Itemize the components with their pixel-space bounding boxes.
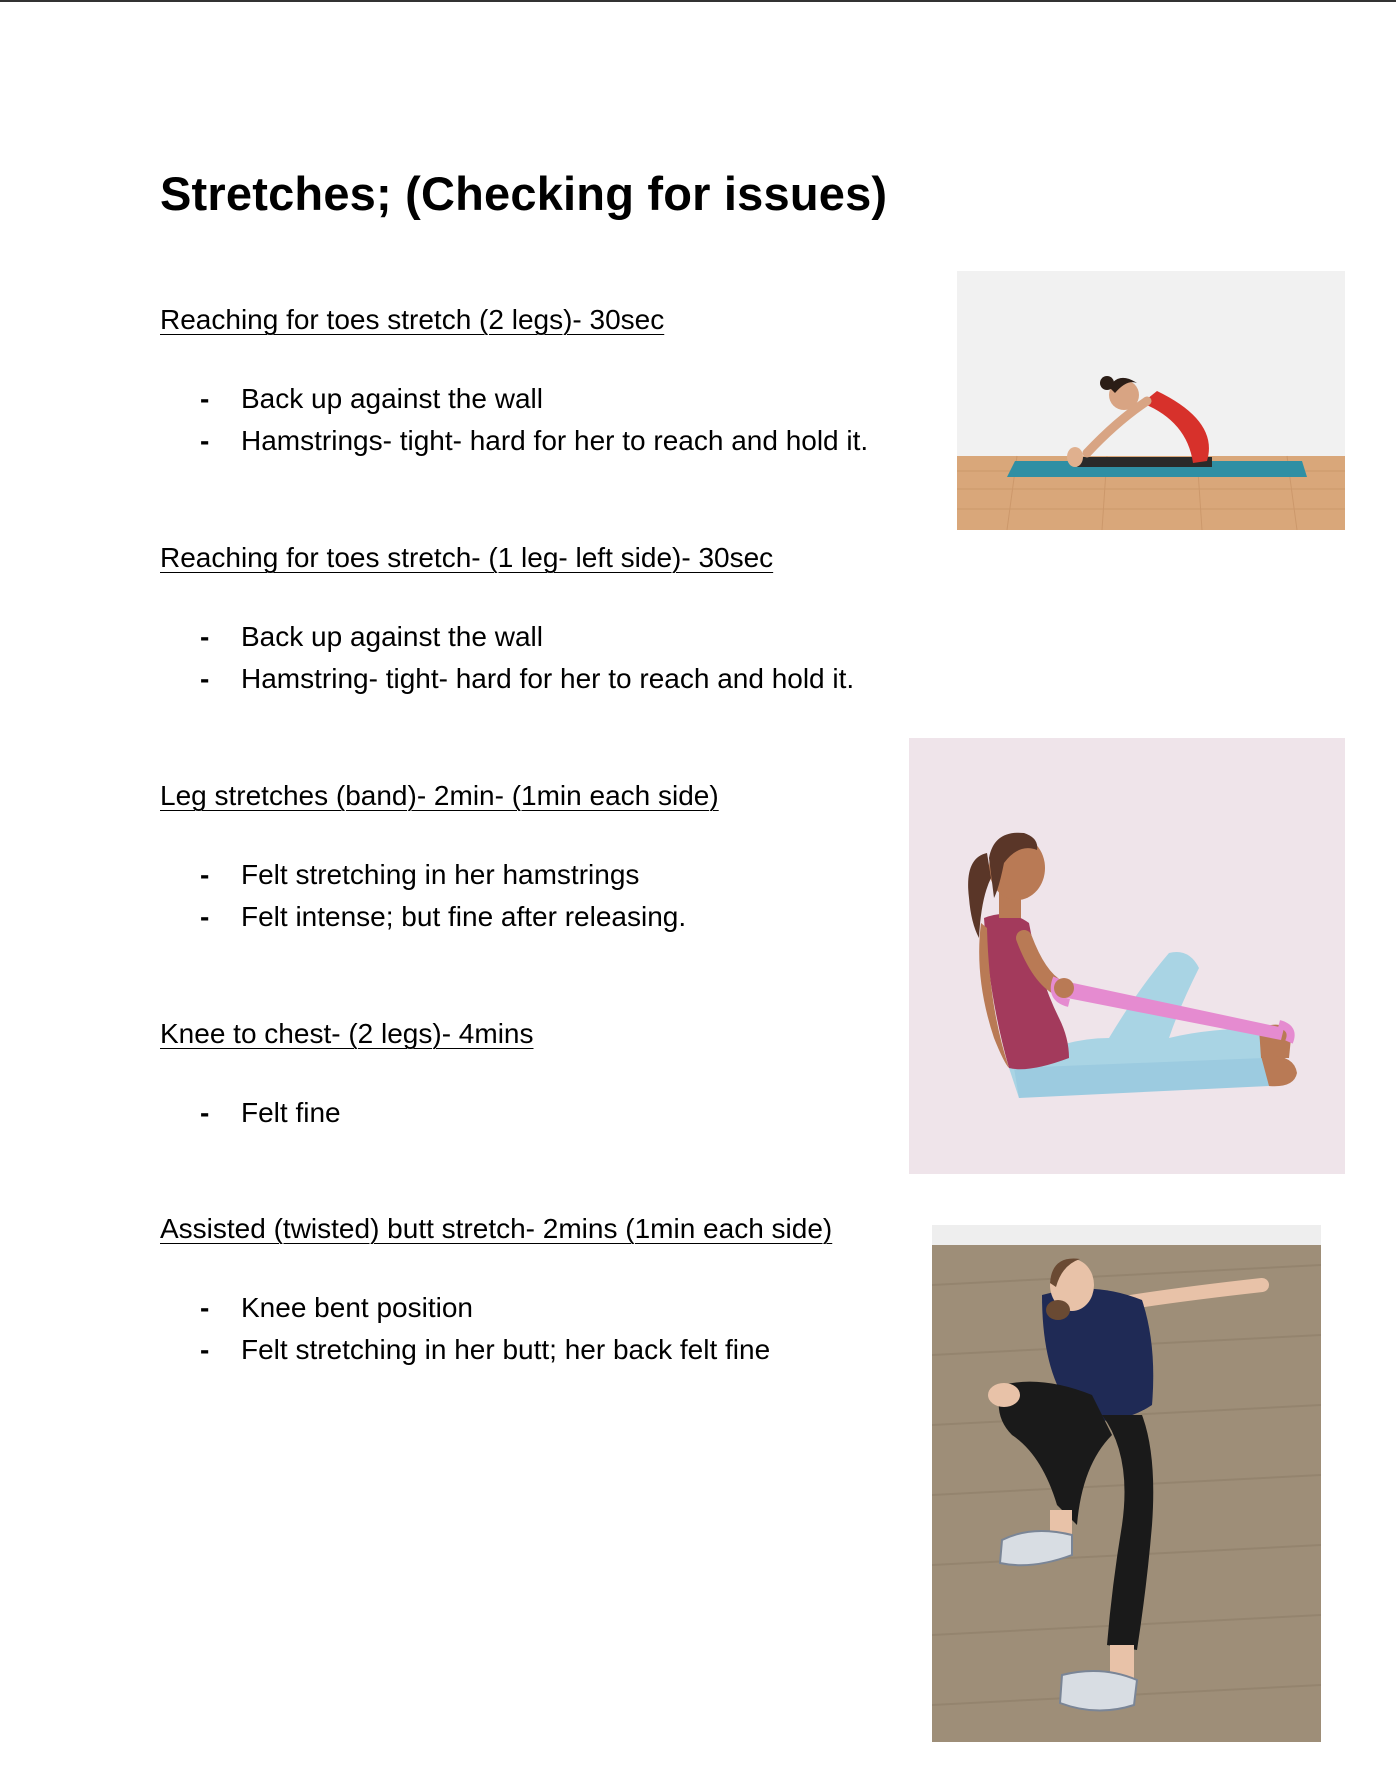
note-item: - Felt intense; but fine after releasing.	[160, 896, 686, 938]
twisted-butt-stretch-photo	[932, 1225, 1321, 1742]
stretch-section-3	[160, 778, 960, 932]
note-item: - Felt fine	[160, 1092, 341, 1134]
stretch-section-2	[160, 540, 960, 694]
note-item: - Back up against the wall	[160, 616, 854, 658]
note-item: - Knee bent position	[160, 1287, 770, 1329]
notes-list	[160, 854, 686, 938]
notes-list	[160, 1287, 770, 1371]
notes-list	[160, 1092, 341, 1134]
stretch-section-1	[160, 302, 960, 456]
note-item: - Hamstring- tight- hard for her to reach and hold it.	[160, 658, 854, 700]
notes-list	[160, 378, 868, 462]
section-heading: Reaching for toes stretch (2 legs)- 30sec	[160, 304, 665, 335]
stretch-section-5	[160, 1211, 960, 1365]
notes-list	[160, 616, 854, 700]
section-heading: Leg stretches (band)- 2min- (1min each side)	[160, 780, 719, 811]
note-item: - Back up against the wall	[160, 378, 868, 420]
seated-forward-fold-photo	[957, 271, 1345, 530]
section-heading: Reaching for toes stretch- (1 leg- left side)- 30sec	[160, 542, 774, 573]
section-heading: Knee to chest- (2 legs)- 4mins	[160, 1018, 534, 1049]
top-border	[0, 0, 1396, 2]
note-item: - Hamstrings- tight- hard for her to reach and hold it.	[160, 420, 868, 462]
page-title: Stretches; (Checking for issues)	[160, 167, 888, 220]
stretch-section-4	[160, 1016, 960, 1128]
note-item: - Felt stretching in her hamstrings	[160, 854, 686, 896]
note-item: - Felt stretching in her butt; her back felt fine	[160, 1329, 770, 1371]
band-leg-stretch-illustration	[909, 738, 1345, 1174]
section-heading: Assisted (twisted) butt stretch- 2mins (1min each side)	[160, 1213, 833, 1244]
